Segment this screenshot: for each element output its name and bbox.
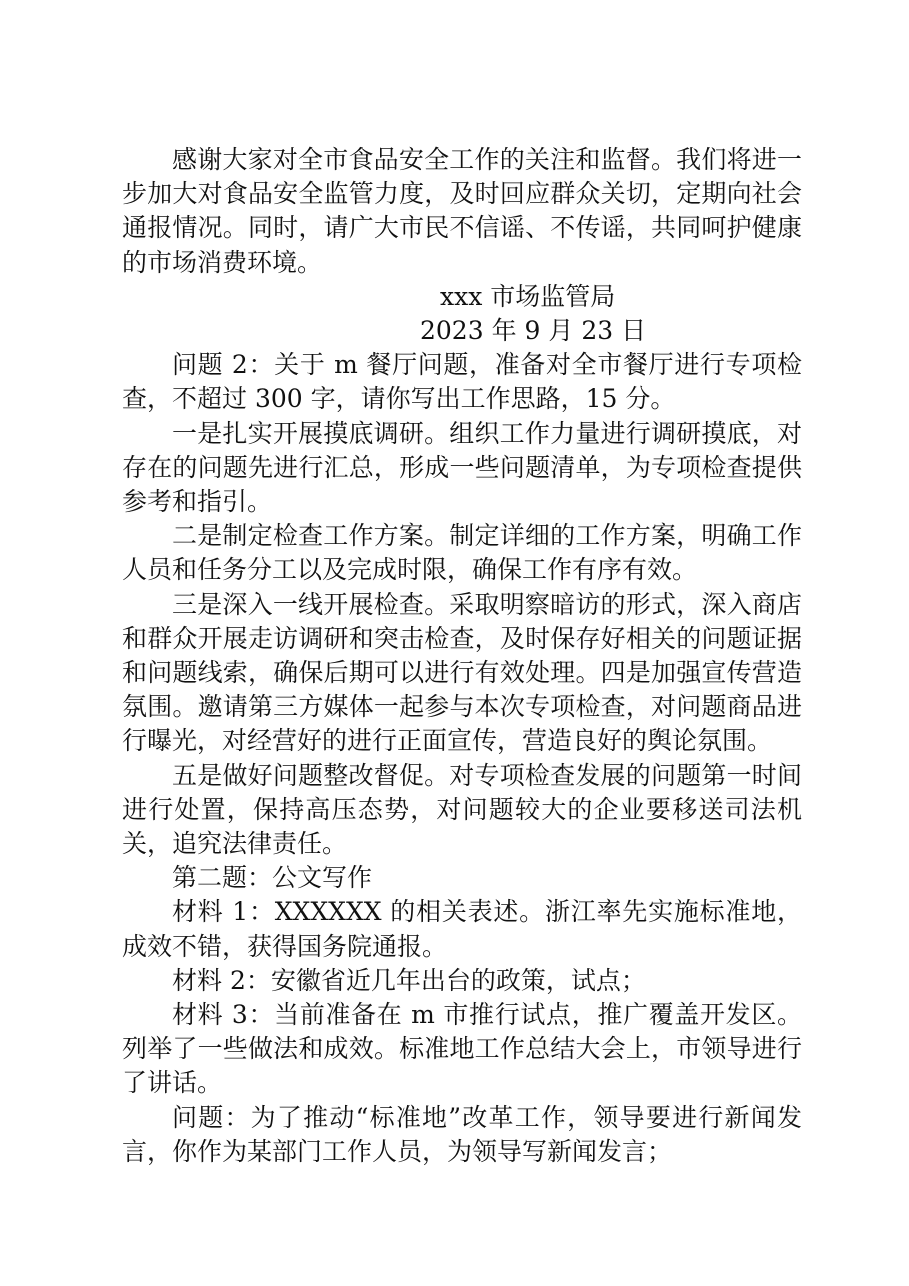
paragraph-question-2: 问题 2：关于 m 餐厅问题，准备对全市餐厅进行专项检查，不超过 300 字，请你写出工作思路，15 分。 <box>122 350 802 414</box>
signature-org: xxx 市场监管局 <box>440 281 616 311</box>
paragraph-point-2: 二是制定检查工作方案。制定详细的工作方案，明确工作人员和任务分工以及完成时限，确保工作有序有效。 <box>122 521 802 585</box>
paragraph-material-1: 材料 1：XXXXXX 的相关表述。浙江率先实施标准地，成效不错，获得国务院通报。 <box>122 897 802 961</box>
paragraph-question: 问题：为了推动“标准地”改革工作，领导要进行新闻发言，你作为某部门工作人员，为领导写新闻发言； <box>122 1102 802 1166</box>
paragraph-point-1: 一是扎实开展摸底调研。组织工作力量进行调研摸底，对存在的问题先进行汇总，形成一些问题清单，为专项检查提供参考和指引。 <box>122 418 802 517</box>
signature-date: 2023 年 9 月 23 日 <box>420 316 647 346</box>
section-heading: 第二题：公文写作 <box>172 863 373 893</box>
paragraph-material-2: 材料 2：安徽省近几年出台的政策，试点； <box>172 965 646 995</box>
paragraph-closing: 感谢大家对全市食品安全工作的关注和监督。我们将进一步加大对食品安全监管力度，及时回应群众关切，定期向社会通报情况。同时，请广大市民不信谣、不传谣，共同呵护健康的市场消费环境。 <box>122 145 802 277</box>
paragraph-material-3: 材料 3：当前准备在 m 市推行试点，推广覆盖开发区。列举了一些做法和成效。标准地工作总结大会上，市领导进行了讲话。 <box>122 1000 802 1098</box>
document-page <box>122 143 802 1169</box>
paragraph-point-5: 五是做好问题整改督促。对专项检查发展的问题第一时间进行处置，保持高压态势，对问题较大的企业要移送司法机关，追究法律责任。 <box>122 760 802 859</box>
paragraph-point-3-4: 三是深入一线开展检查。采取明察暗访的形式，深入商店和群众开展走访调研和突击检查，及时保存好相关的问题证据和问题线索，确保后期可以进行有效处理。四是加强宣传营造氛围。邀请第三方媒体一起参与本次专项检查，对问题商品进行曝光，对经营好的进行正面宣传，营造良好的舆论氛围。 <box>122 589 802 756</box>
